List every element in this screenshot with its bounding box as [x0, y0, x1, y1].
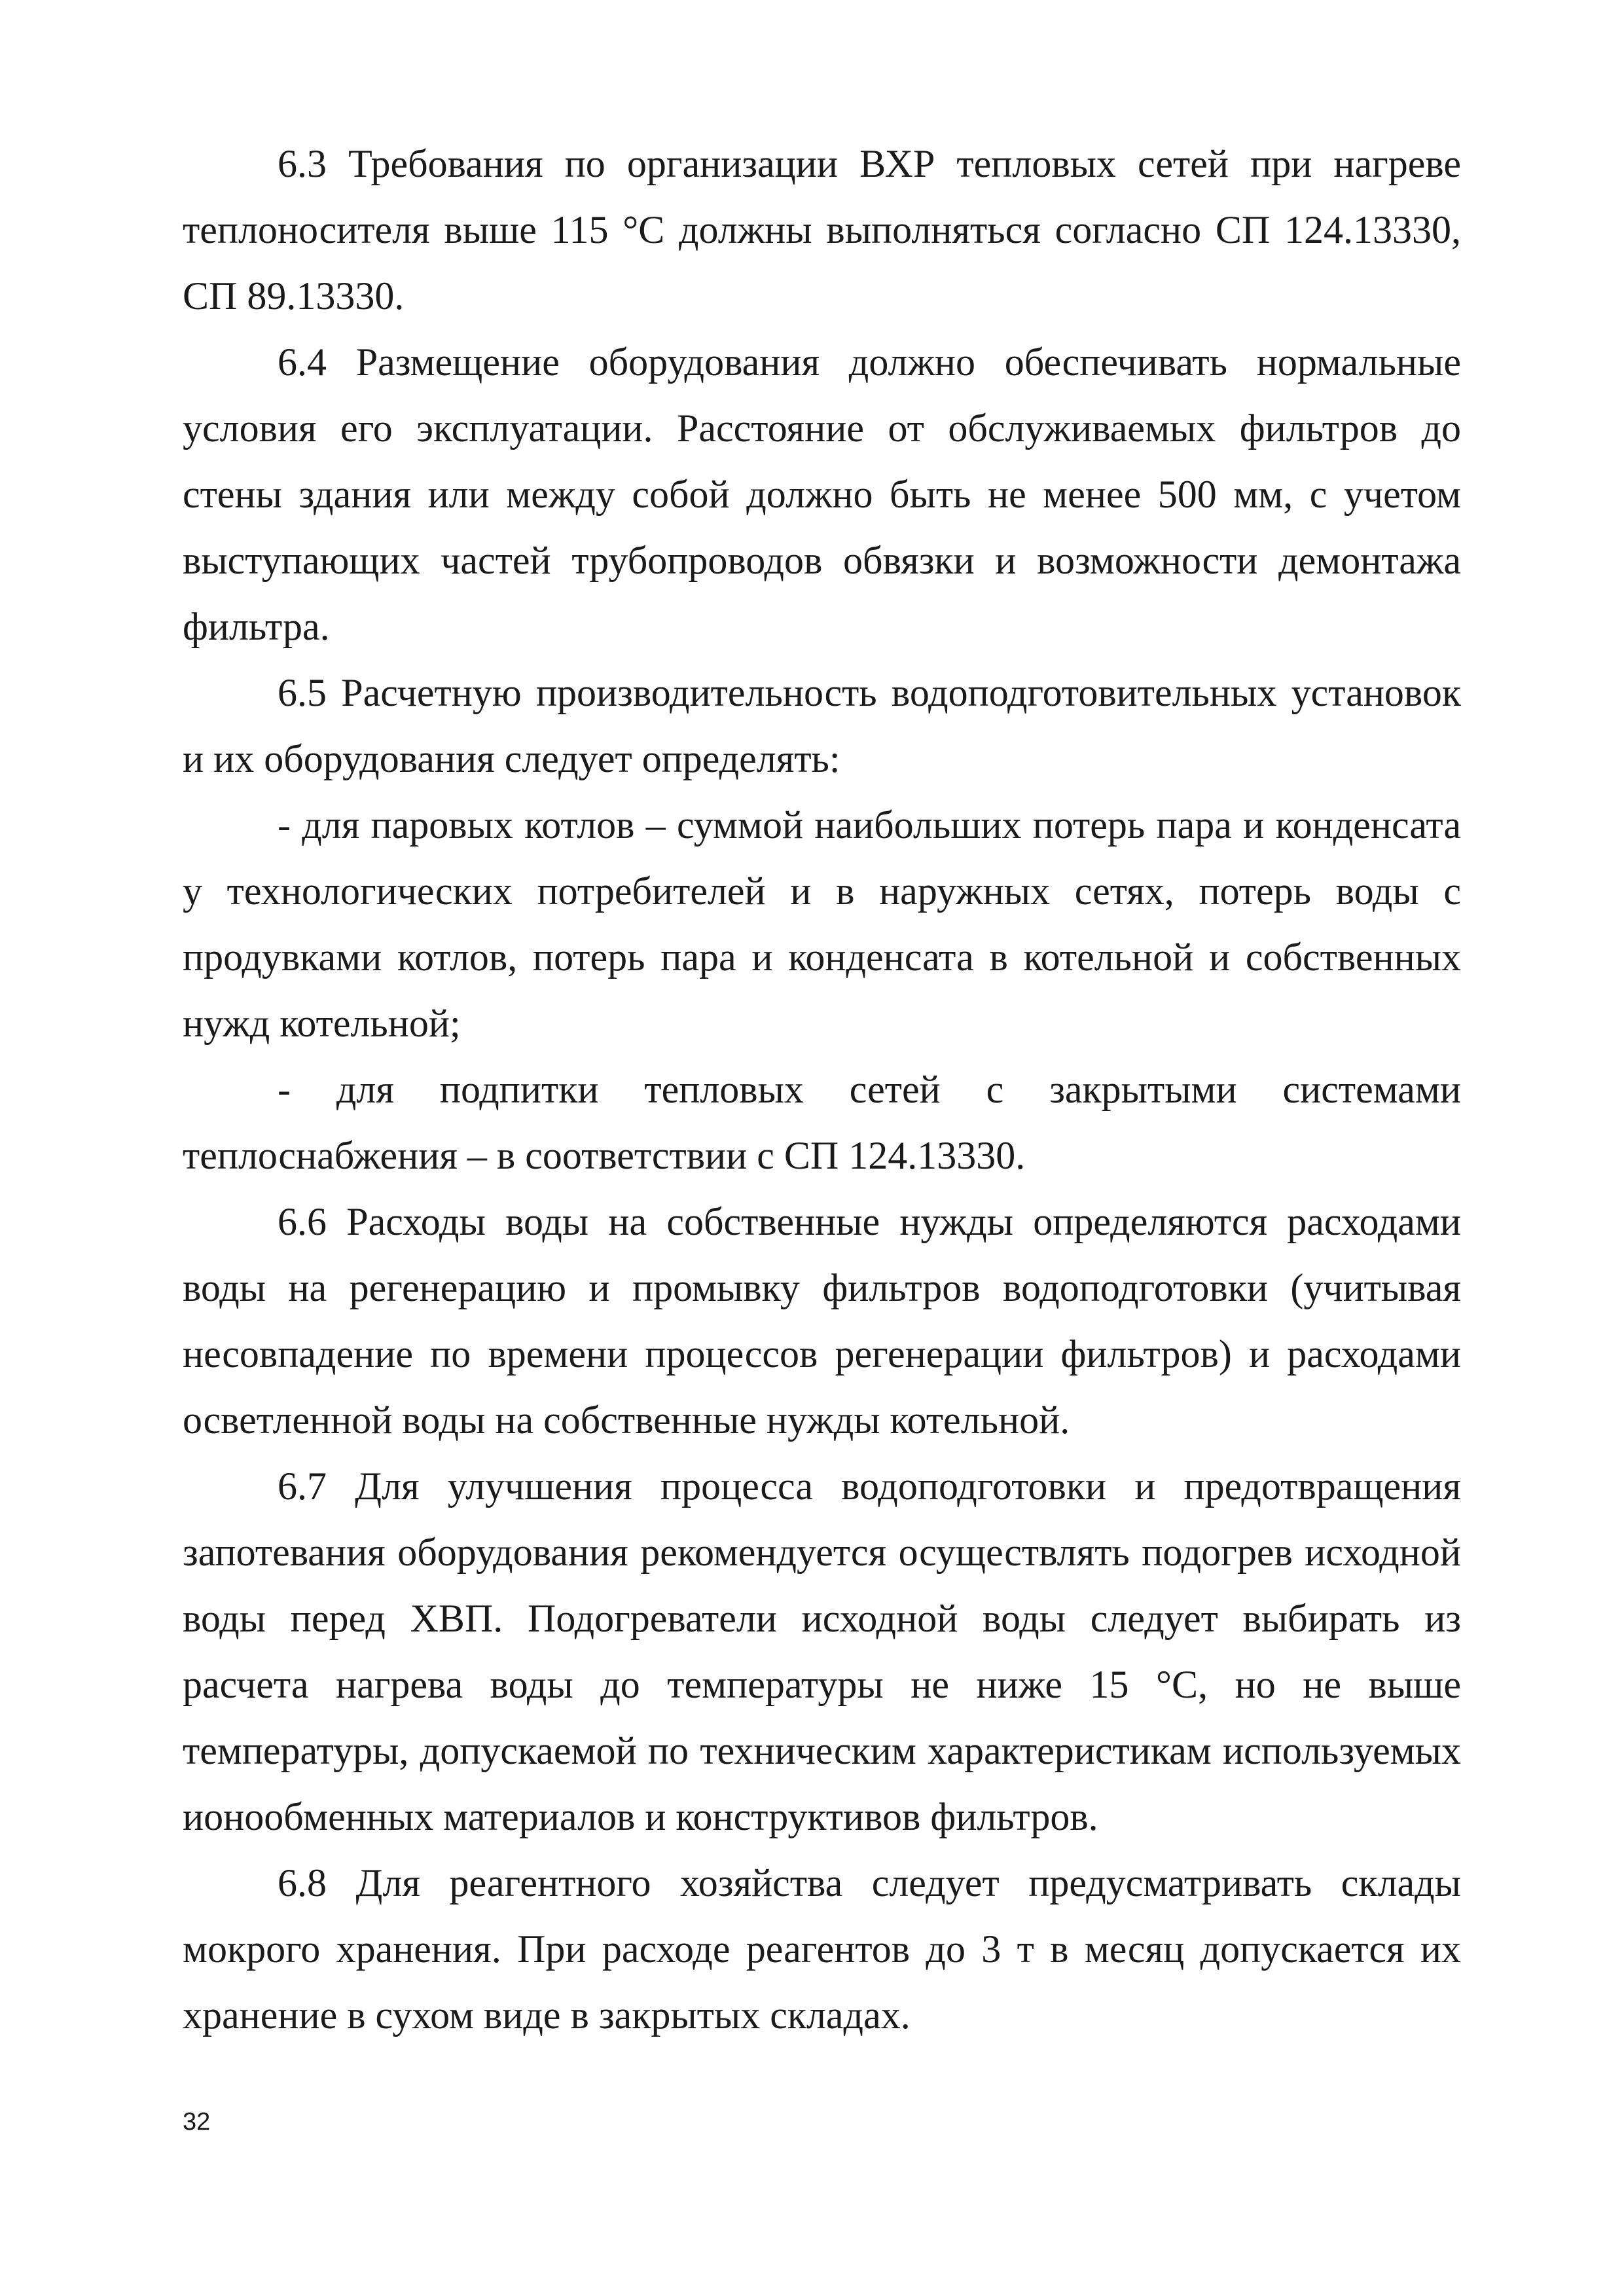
paragraph-6-6: 6.6 Расходы воды на собственные нужды определяются расходами воды на регенерацию и промывку фильтров водоподготовки (учитывая несовпадение по времени процессов регенерации фильтров) и расходами осветленной воды на собственные нужды котельной. [183, 1200, 1461, 1442]
paragraph-6-5: 6.5 Расчетную производительность водоподготовительных установок и их оборудования следует определять: [183, 671, 1461, 780]
paragraph-6-3: 6.3 Требования по организации ВХР тепловых сетей при нагреве теплоносителя выше 115 °С должны выполняться согласно СП 124.13330, СП 89.13330. [183, 142, 1461, 318]
paragraph-6-8: 6.8 Для реагентного хозяйства следует предусматривать склады мокрого хранения. При расходе реагентов до 3 т в месяц допускается их хранение в сухом виде в закрытых складах. [183, 1861, 1461, 2037]
paragraph-6-4: 6.4 Размещение оборудования должно обеспечивать нормальные условия его эксплуатации. Расстояние от обслуживаемых фильтров до стены здания или между собой должно быть не менее 500 мм, с учетом выступающих частей трубопроводов обвязки и возможности демонтажа фильтра. [183, 340, 1461, 648]
paragraph-6-7: 6.7 Для улучшения процесса водоподготовки и предотвращения запотевания оборудования рекомендуется осуществлять подогрев исходной воды перед ХВП. Подогреватели исходной воды следует выбирать из расчета нагрева воды до температуры не ниже 15 °С, но не выше температуры, допускаемой по техническим характеристикам используемых ионообменных материалов и конструктивов фильтров. [183, 1465, 1461, 1838]
list-item-heat-network-makeup: - для подпитки тепловых сетей с закрытыми системами теплоснабжения – в соответствии с СП 124.13330. [183, 1068, 1461, 1177]
page-number: 32 [183, 2108, 211, 2136]
document-body [183, 131, 1461, 2049]
list-item-steam-boilers: - для паровых котлов – суммой наибольших потерь пара и конденсата у технологических потребителей и в наружных сетях, потерь воды с продувками котлов, потерь пара и конденсата в котельной и собственных нужд котельной; [183, 803, 1461, 1045]
